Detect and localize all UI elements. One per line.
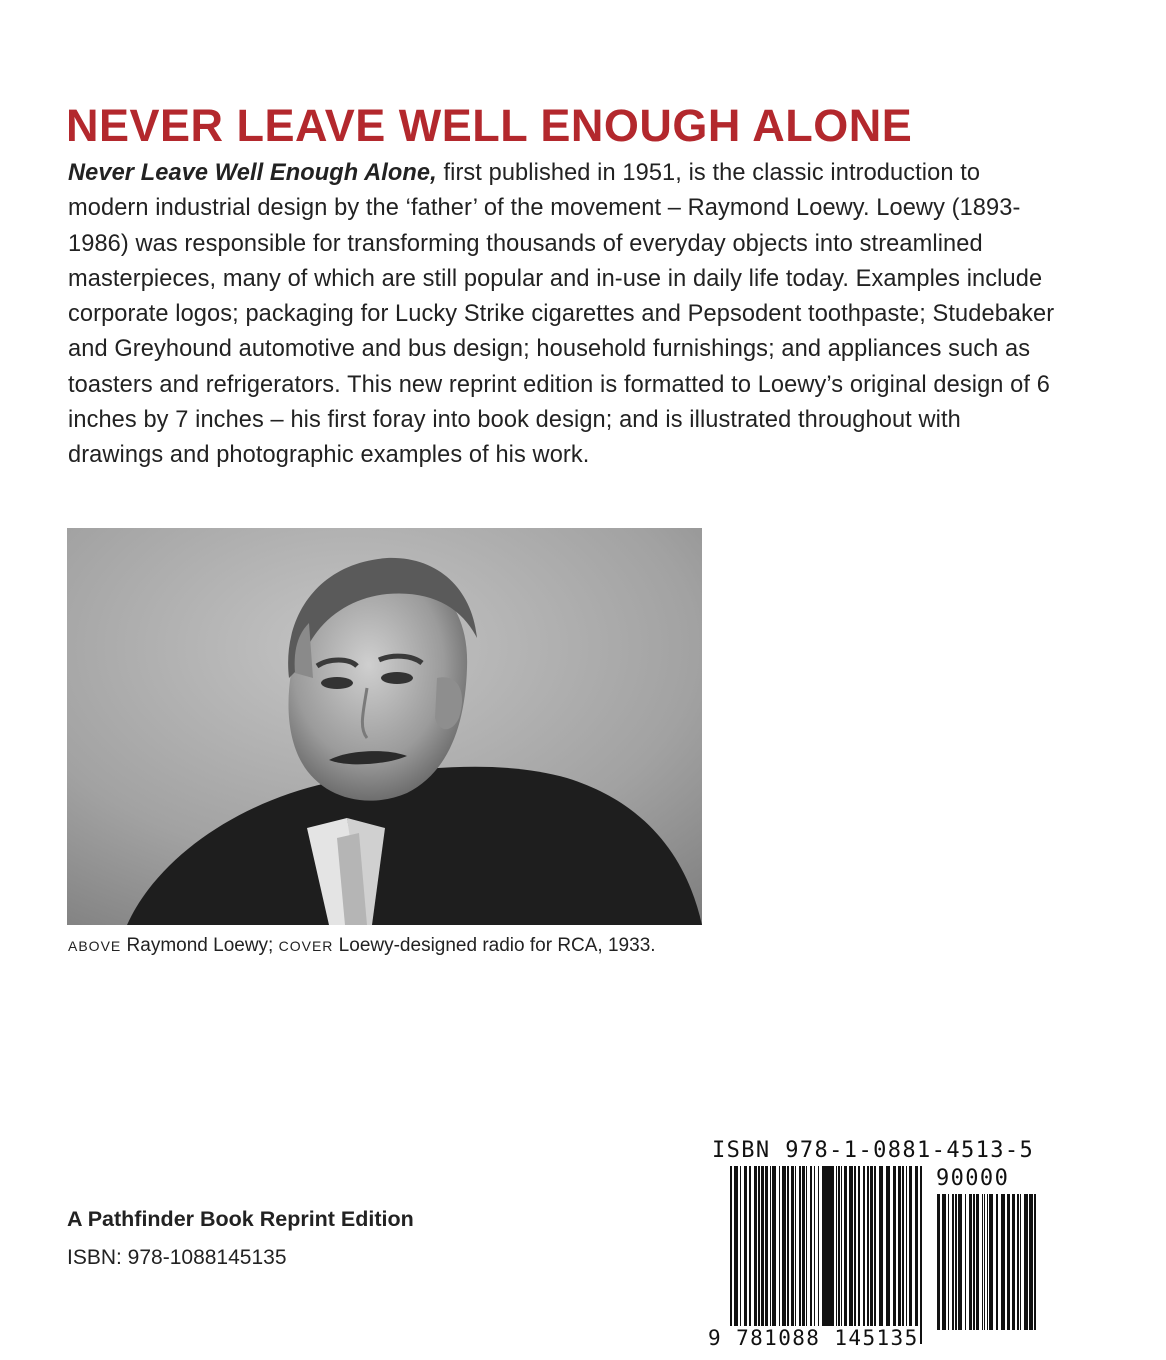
- portrait-image: [67, 528, 702, 925]
- isbn-text: ISBN: 978-1088145135: [67, 1246, 287, 1269]
- book-title-italic: Never Leave Well Enough Alone,: [68, 160, 437, 186]
- caption-above-text: Raymond Loewy;: [121, 935, 279, 956]
- publisher-edition: A Pathfinder Book Reprint Edition: [67, 1207, 414, 1231]
- book-title-heading: NEVER LEAVE WELL ENOUGH ALONE: [66, 100, 913, 151]
- book-description: [68, 156, 1058, 474]
- photo-caption: [68, 935, 656, 957]
- barcode-digits: 9 781088 145135: [708, 1326, 919, 1350]
- portrait-photo: [67, 528, 702, 925]
- caption-cover-text: Loewy-designed radio for RCA, 1933.: [333, 935, 656, 956]
- caption-above-label: ABOVE: [68, 938, 122, 954]
- caption-cover-label: COVER: [278, 938, 334, 954]
- barcode: [700, 1130, 1045, 1360]
- barcode-isbn: ISBN 978-1-0881-4513-5: [712, 1138, 1035, 1163]
- barcode-price-code: 90000: [936, 1166, 1010, 1191]
- description-text: first published in 1951, is the classic introduction to modern industrial design by the ‘father’ of the movement – Raymond Loewy. Loewy (1893-1986) was responsible for transforming thousands of everyday objects into streamlined masterpieces, many of which are still popular and in-use in daily life today. Examples include corporate logos; packaging for Lucky Strike cigarettes and Pepsodent toothpaste; Studebaker and Greyhound automotive and bus design; household furnishings; and appliances such as toasters and refrigerators. This new reprint edition is formatted to Loewy’s original design of 6 inches by 7 inches – his first foray into book design; and is illustrated throughout with drawings and photographic examples of his work.: [68, 160, 1055, 469]
